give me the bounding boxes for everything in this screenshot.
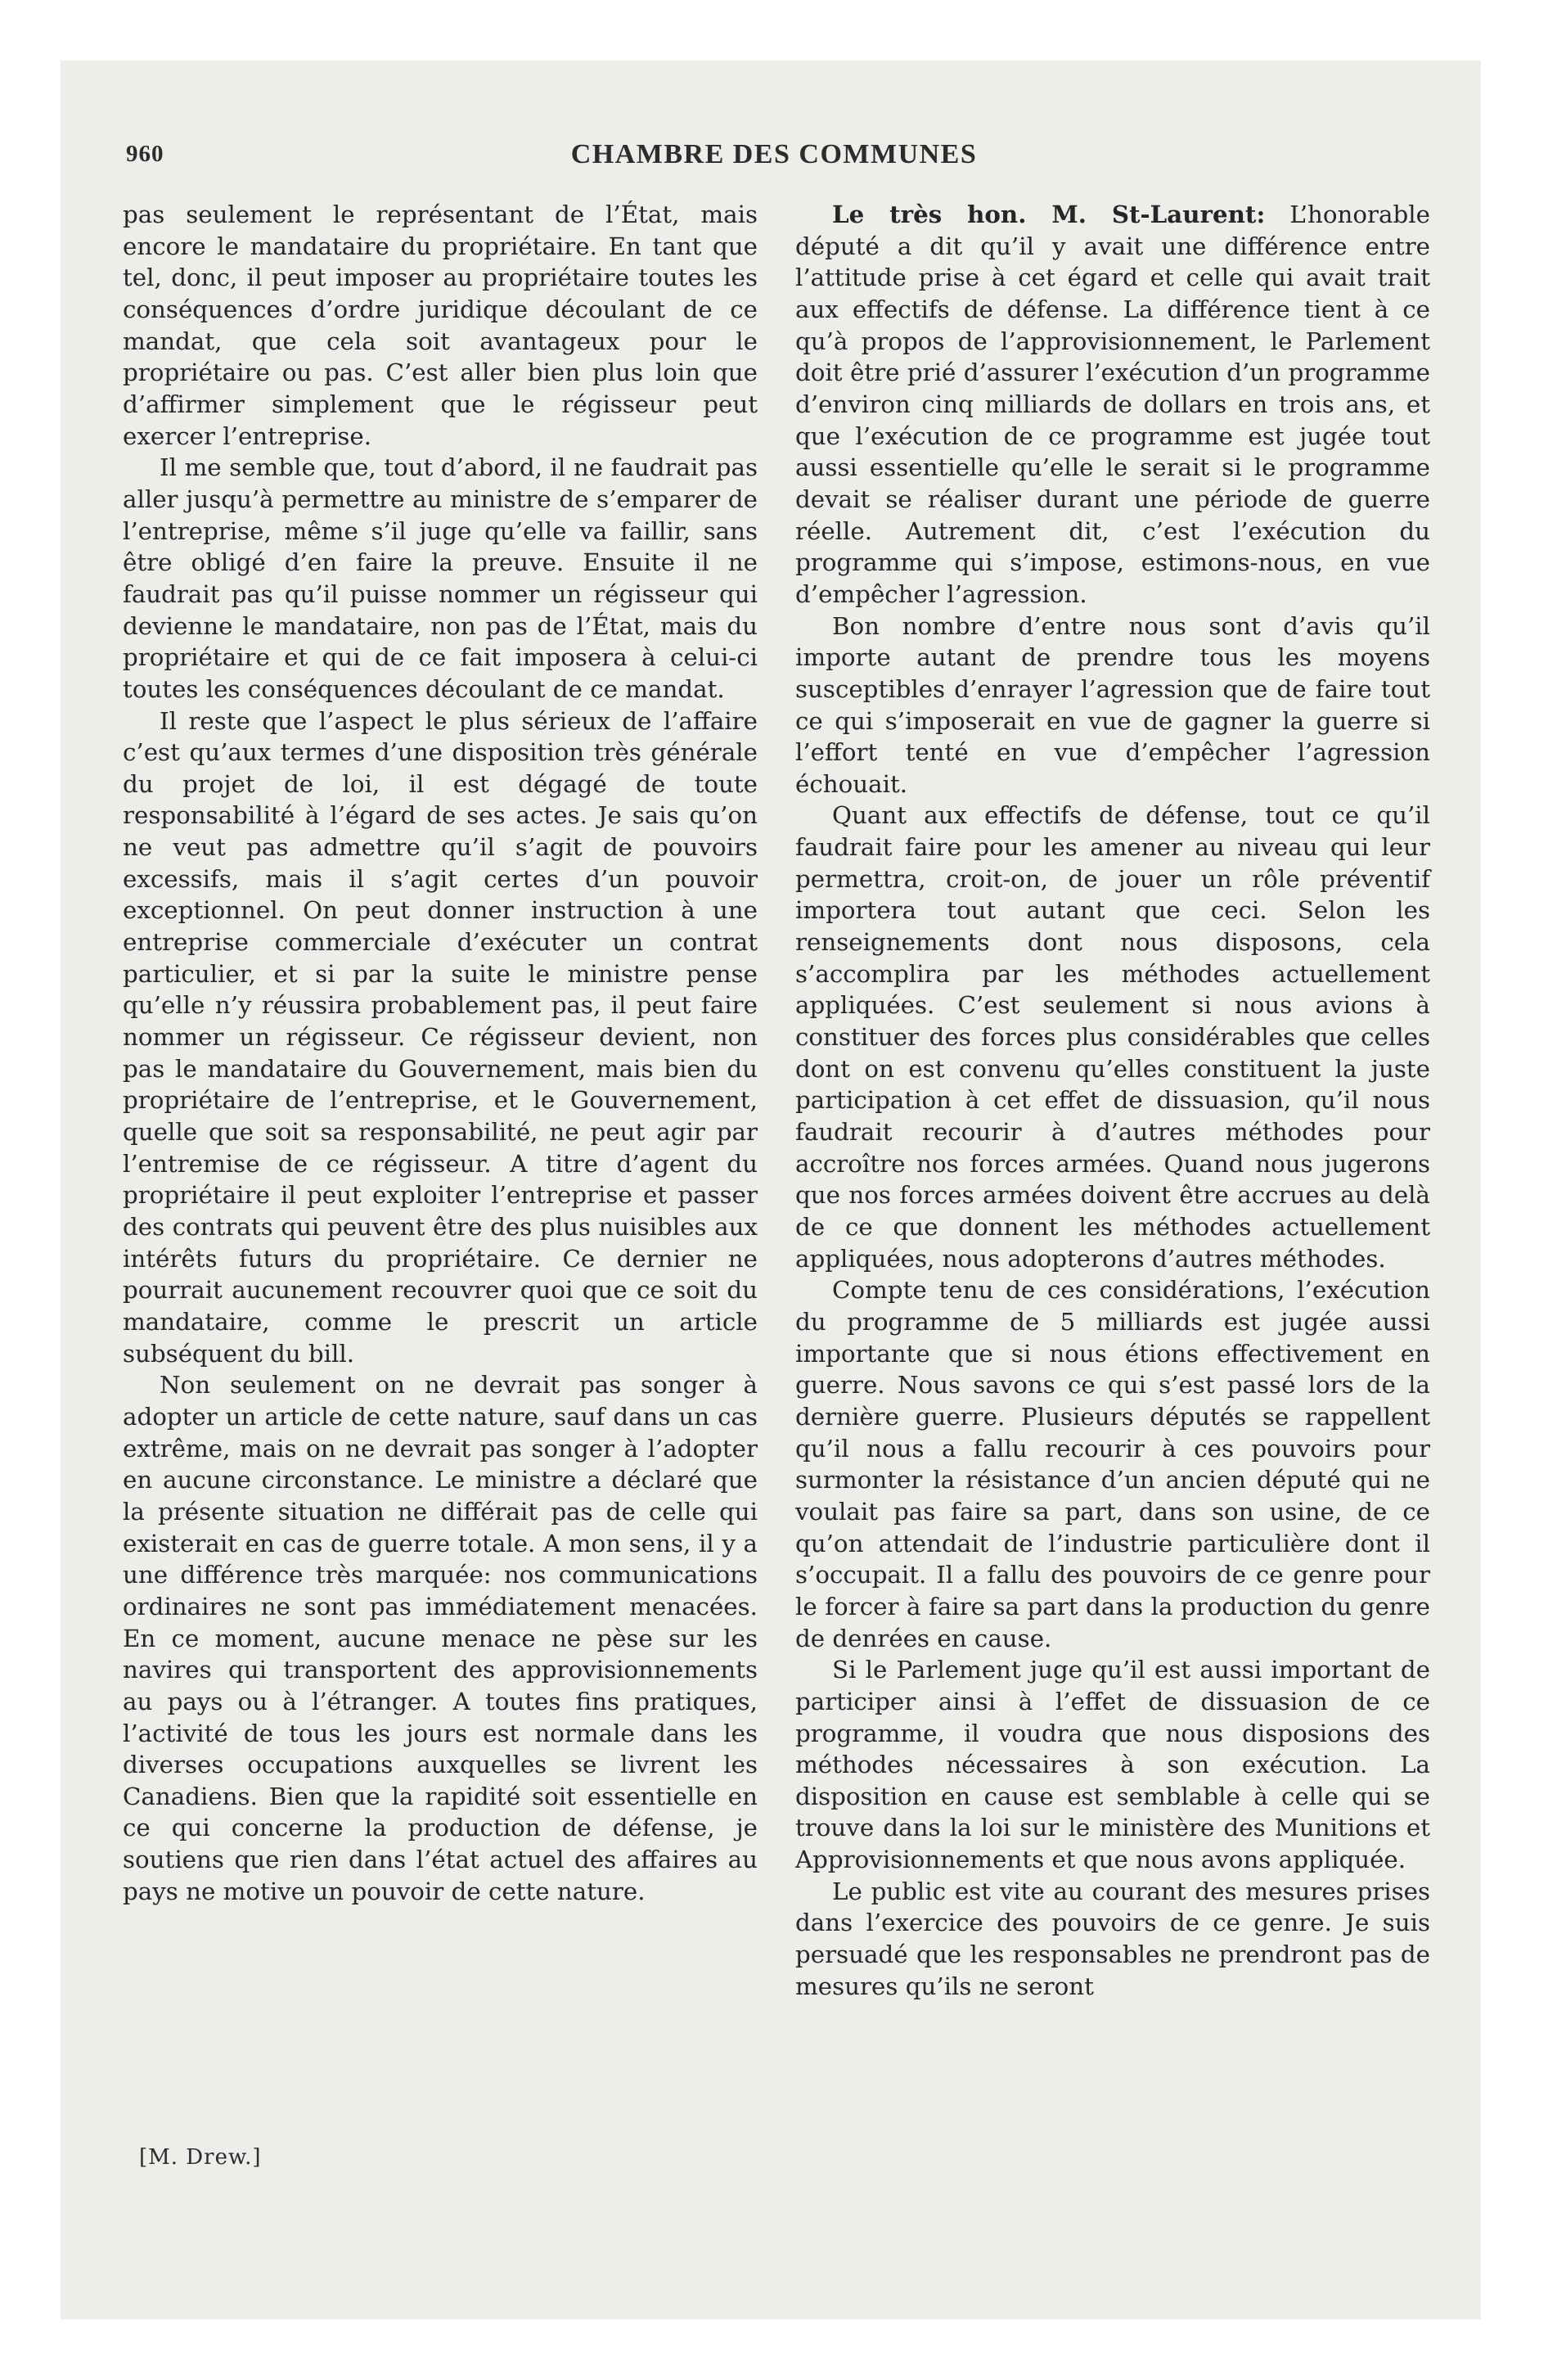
left-column <box>123 199 758 1907</box>
paragraph: Compte tenu de ces considérations, l’exécution du programme de 5 milliards est jugée aussi importante que si nous étions effectivement en guerre. Nous savons ce qui s’est passé lors de la dernière guerre. Plusieurs députés se rappellent qu’il nous a fallu recourir à ces pouvoirs pour surmonter la résistance d’un ancien député qui ne voulait pas faire sa part, dans son usine, de ce qu’on attendait de l’industrie particulière dont il s’occupait. Il a fallu des pouvoirs de ce genre pour le forcer à faire sa part dans la production du genre de denrées en cause. <box>795 1276 1430 1652</box>
paragraph: Non seulement on ne devrait pas songer à adopter un article de cette nature, sauf dans un cas extrême, mais on ne devrait pas songer à l’adopter en aucune circonstance. Le ministre a déclaré que la présente situation ne différait pas de celle qui existerait en cas de guerre totale. A mon sens, il y a une différence très marquée: nos communications ordinaires ne sont pas immédiatement menacées. En ce moment, aucune menace ne pèse sur les navires qui transportent des approvisionnements au pays ou à l’étranger. A toutes fins pratiques, l’activité de tous les jours est normale dans les diverses occupations auxquelles se livrent les Canadiens. Bien que la rapidité soit essentielle en ce qui concerne la production de défense, je soutiens que rien dans l’état actuel des affaires au pays ne motive un pouvoir de cette nature. <box>123 1371 758 1905</box>
paragraph: pas seulement le représentant de l’État, mais encore le mandataire du propriétaire. En tant que tel, donc, il peut imposer au propriétaire toutes les conséquences d’ordre juridique découlant de ce mandat, que cela soit avantageux pour le propriétaire ou pas. C’est aller bien plus loin que d’affirmer simplement que le régisseur peut exercer l’entreprise. <box>123 201 758 450</box>
speaker-text: L’honorable député a dit qu’il y avait une différence entre l’attitude prise à cet égard et celle qui avait trait aux effectifs de défense. La différence tient à ce qu’à propos de l’approvisionnement, le Parlement doit être prié d’assurer l’exécution d’un programme d’environ cinq milliards de dollars en trois ans, et que l’exécution de ce programme est jugée tout aussi essentielle qu’elle le serait si le programme devait se réaliser durant une période de guerre réelle. Autrement dit, c’est l’exécution du programme qui s’impose, estimons-nous, en vue d’empêcher l’agression. <box>795 201 1430 608</box>
paragraph: Si le Parlement juge qu’il est aussi important de participer ainsi à l’effet de dissuasion de ce programme, il voudra que nous disposions des méthodes nécessaires à son exécution. La disposition en cause est semblable à celle qui se trouve dans la loi sur le ministère des Munitions et Approvisionnements et que nous avons appliquée. <box>795 1656 1430 1874</box>
page-title: CHAMBRE DES COMMUNES <box>570 139 978 169</box>
paragraph: Bon nombre d’entre nous sont d’avis qu’il importe autant de prendre tous les moyens susceptibles d’enrayer l’agression que de faire tout ce qui s’imposerait en vue de gagner la guerre si l’effort tenté en vue d’empêcher l’agression échouait. <box>795 611 1430 798</box>
paragraph: Quant aux effectifs de défense, tout ce qu’il faudrait faire pour les amener au niveau qui leur permettra, croit-on, de jouer un rôle préventif importera tout autant que ceci. Selon les renseignements dont nous disposons, cela s’accomplira par les méthodes actuellement appliquées. C’est seulement si nous avions à constituer des forces plus considérables que celles dont on est convenu qu’elles constituent la juste participation à cet effet de dissuasion, qu’il nous faudrait recourir à d’autres méthodes pour accroître nos forces armées. Quand nous jugerons que nos forces armées doivent être accrues au delà de ce que donnent les méthodes actuellement appliquées, nous adopterons d’autres méthodes. <box>795 801 1430 1273</box>
right-column <box>795 199 1430 2002</box>
speaker-name: Le très hon. M. St-Laurent: <box>832 200 1266 228</box>
speaker-paragraph <box>795 199 1430 611</box>
page-number: 960 <box>126 141 164 167</box>
paragraph: Il reste que l’aspect le plus sérieux de l’affaire c’est qu’aux termes d’une disposition très générale du projet de loi, il est dégagé de toute responsabilité à l’égard de ses actes. Je sais qu’on ne veut pas admettre qu’il s’agit de pouvoirs excessifs, mais il s’agit certes d’un pouvoir exceptionnel. On peut donner instruction à une entreprise commerciale d’exécuter un contrat particulier, et si par la suite le ministre pense qu’elle n’y réussira probablement pas, il peut faire nommer un régisseur. Ce régisseur devient, non pas le mandataire du Gouvernement, mais bien du propriétaire de l’entreprise, et le Gouvernement, quelle que soit sa responsabilité, ne peut agir par l’entremise de ce régisseur. A titre d’agent du propriétaire il peut exploiter l’entreprise et passer des contrats qui peuvent être des plus nuisibles aux intérêts futurs du propriétaire. Ce dernier ne pourrait aucunement recouvrer quoi que ce soit du mandataire, comme le prescrit un article subséquent du bill. <box>123 706 758 1368</box>
paragraph: Il me semble que, tout d’abord, il ne faudrait pas aller jusqu’à permettre au ministre de s’emparer de l’entreprise, même s’il juge qu’elle va faillir, sans être obligé d’en faire la preuve. Ensuite il ne faudrait pas qu’il puisse nommer un régisseur qui devienne le mandataire, non pas de l’État, mais du propriétaire et qui de ce fait imposera à celui-ci toutes les conséquences découlant de ce mandat. <box>123 453 758 703</box>
paragraph: Le public est vite au courant des mesures prises dans l’exercice des pouvoirs de ce genre. Je suis persuadé que les responsables ne prendront pas de mesures qu’ils ne seront <box>795 1877 1430 2000</box>
speaker-footer-note: [M. Drew.] <box>139 2145 262 2170</box>
